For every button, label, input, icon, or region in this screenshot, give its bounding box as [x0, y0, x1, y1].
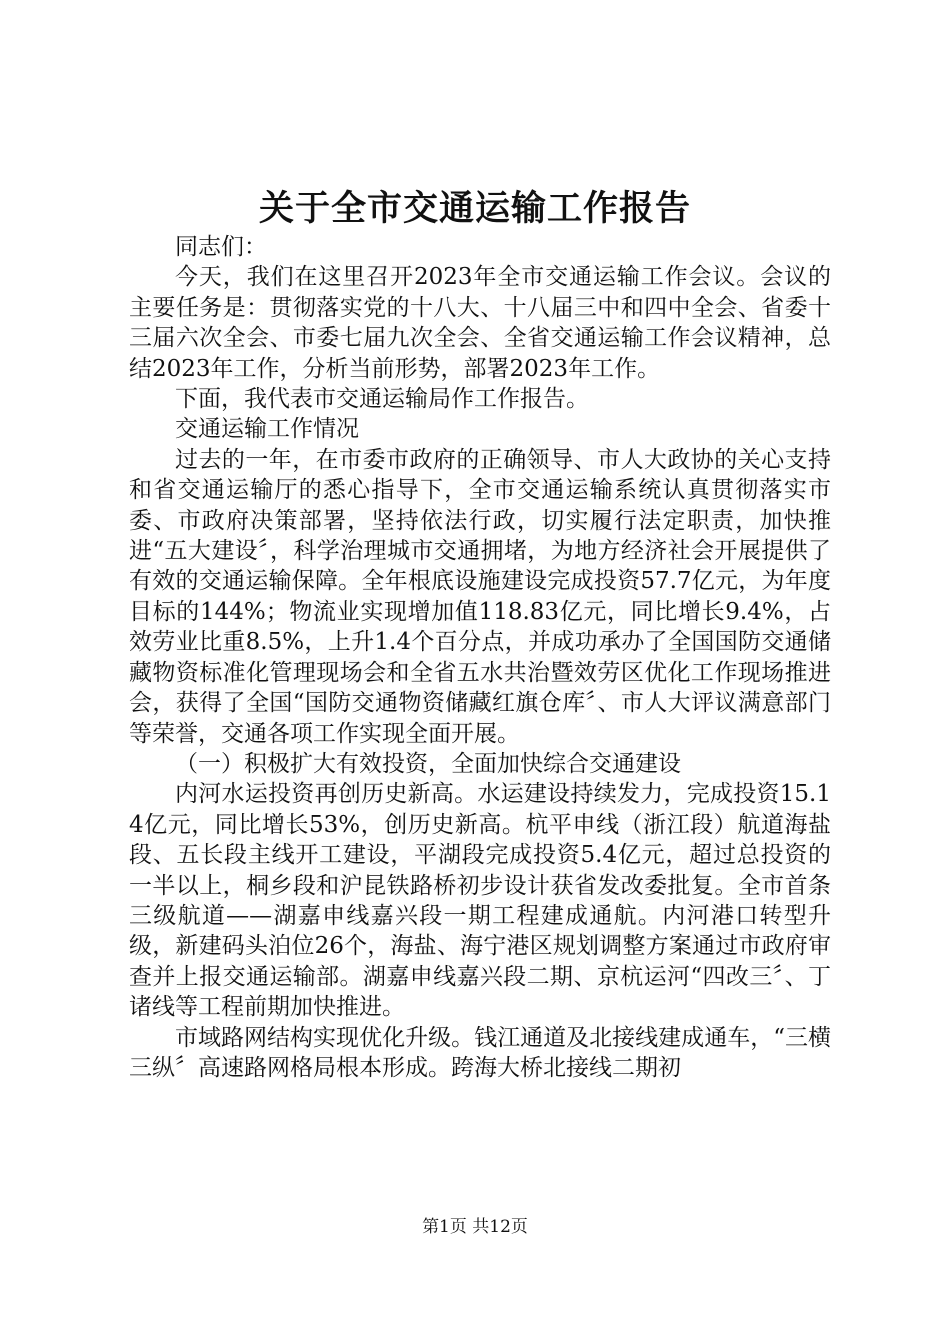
- paragraph-overview: 过去的一年，在市委市政府的正确领导、市人大政协的关心支持和省交通运输厅的悉心指导下，全市交通运输系统认真贯彻落实市委、市政府决策部署，坚持依法行政，切实履行法定职责，加快推进“五大建设〞，科学治理城市交通拥堵，为地方经济社会开展提供了有效的交通运输保障。全年根底设施建设完成投资57.7亿元，为年度目标的144%；物流业实现增加值118.83亿元，同比增长9.4%，占效劳业比重8.5%，上升1.4个百分点，并成功承办了全国国防交通储藏物资标准化管理现场会和全省五水共治暨效劳区优化工作现场推进会，获得了全国“国防交通物资储藏红旗仓库〞、市人大评议满意部门等荣誉，交通各项工作实现全面开展。: [129, 446, 831, 747]
- document-body: [129, 232, 831, 1083]
- paragraph-road-network: 市域路网结构实现优化升级。钱江通道及北接线建成通车，“三横三纵〞高速路网格局根本形成。跨海大桥北接线二期初: [129, 1024, 831, 1081]
- paragraph-salutation: 同志们：: [175, 234, 267, 260]
- page-footer: 第1页 共12页: [422, 1217, 528, 1237]
- document-title: 关于全市交通运输工作报告: [258, 188, 691, 229]
- paragraph-report-statement: 下面，我代表市交通运输局作工作报告。: [175, 386, 589, 413]
- paragraph-intro: 今天，我们在这里召开2023年全市交通运输工作会议。会议的主要任务是：贯彻落实党的十八大、十八届三中和四中全会、省委十三届六次全会、市委七届九次全会、全省交通运输工作会议精神，总结2023年工作，分析当前形势，部署2023年工作。: [129, 264, 831, 382]
- section-heading: 交通运输工作情况: [175, 416, 359, 443]
- subsection-heading: （一）积极扩大有效投资，全面加快综合交通建设: [175, 750, 681, 777]
- paragraph-waterway: 内河水运投资再创历史新高。水运建设持续发力，完成投资15.14亿元，同比增长53%，创历史新高。杭平申线（浙江段）航道海盐段、五长段主线开工建设，平湖段完成投资5.4亿元，超过总投资的一半以上，桐乡段和沪昆铁路桥初步设计获省发改委批复。全市首条三级航道——湖嘉申线嘉兴段一期工程建成通航。内河港口转型升级，新建码头泊位26个，海盐、海宁港区规划调整方案通过市政府审查并上报交通运输部。湖嘉申线嘉兴段二期、京杭运河“四改三〞、丁诸线等工程前期加快推进。: [129, 781, 831, 1021]
